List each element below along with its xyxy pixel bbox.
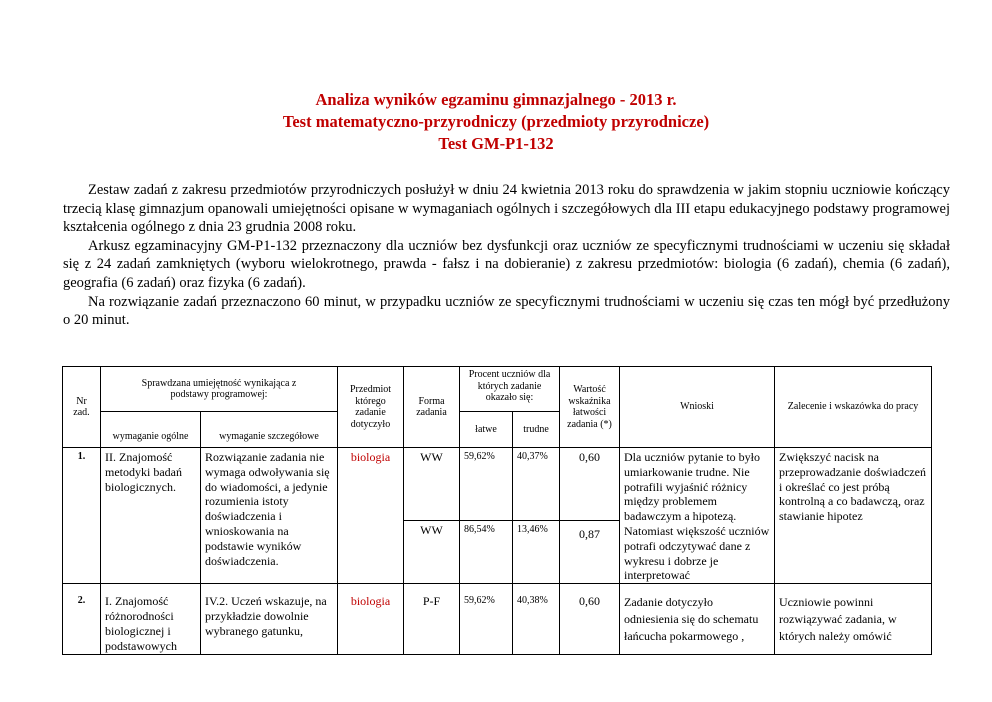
detailed-requirement: Rozwiązanie zadania nie wymaga odwoływania się do wiadomości, a jedynie rozumienia istoty doświadczenia i wnioskowania na podstawie wyników doświadczenia. (201, 448, 338, 584)
header-nr: Nr zad. (63, 367, 101, 448)
form: WW (404, 448, 460, 521)
easy-percent: 86,54% (460, 520, 513, 584)
header-req-general: wymaganie ogólne (101, 412, 201, 448)
header-conclusions: Wnioski (620, 367, 775, 448)
task-number: 1. (63, 448, 101, 584)
form: P-F (404, 592, 460, 654)
intro-paragraph-2: Arkusz egzaminacyjny GM-P1-132 przeznaczony dla uczniów bez dysfunkcji oraz uczniów ze specyficznymi trudnościami w uczeniu się składał się z 24 zadań zamkniętych (wyboru wielokrotnego, prawda - fałsz i na dobieranie) z zakresu przedmiotów: biologia (6 zadań), chemia (6 zadań), geografia (6 zadań) oraz fizyka (6 zadań). (63, 237, 950, 291)
task-number: 2. (63, 592, 101, 654)
table-row (63, 448, 932, 521)
header-recommendations: Zalecenie i wskazówka do pracy (775, 367, 932, 448)
header-skill: Sprawdzana umiejętność wynikająca z podstawy programowej: (101, 367, 338, 412)
easy-percent: 59,62% (460, 448, 513, 521)
conclusions: Dla uczniów pytanie to było umiarkowanie trudne. Nie potrafili wyjaśnić różnicy między problemem badawczym a hipotezą. Natomiast większość uczniów potrafi odczytywać dane z wykresu i dobrze je interpretować (620, 448, 775, 584)
hard-percent: 40,38% (513, 592, 560, 654)
general-requirement: II. Znajomość metodyki badań biologicznych. (101, 448, 201, 584)
header-req-detailed: wymaganie szczegółowe (201, 412, 338, 448)
row-spacer (63, 584, 932, 593)
difficulty-index: 0,87 (560, 520, 620, 584)
recommendations: Zwiększyć nacisk na przeprowadzanie doświadczeń i określać co jest próbą kontrolną a co badawczą, oraz stawianie hipotez (775, 448, 932, 584)
difficulty-index: 0,60 (560, 592, 620, 654)
results-table (62, 366, 932, 655)
header-hard: trudne (513, 412, 560, 448)
subject: biologia (338, 448, 404, 584)
intro-text (63, 181, 950, 330)
hard-percent: 40,37% (513, 448, 560, 521)
conclusions: Zadanie dotyczyło odniesienia się do schematu łańcucha pokarmowego , (620, 592, 775, 654)
header-subject: Przedmiot którego zadanie dotyczyło (338, 367, 404, 448)
header-percent: Procent uczniów dla których zadanie okazało się: (460, 367, 560, 412)
page-title (0, 89, 992, 155)
subject: biologia (338, 592, 404, 654)
general-requirement: I. Znajomość różnorodności biologicznej i podstawowych (101, 592, 201, 654)
recommendations: Uczniowie powinni rozwiązywać zadania, w których należy omówić (775, 592, 932, 654)
title-line-1: Analiza wyników egzaminu gimnazjalnego - 2013 r. (315, 90, 677, 109)
header-index: Wartość wskaźnika łatwości zadania (*) (560, 367, 620, 448)
difficulty-index: 0,60 (560, 448, 620, 521)
title-line-2: Test matematyczno-przyrodniczy (przedmioty przyrodnicze) (282, 112, 710, 131)
intro-paragraph-1: Zestaw zadań z zakresu przedmiotów przyrodniczych posłużył w dniu 24 kwietnia 2013 roku do sprawdzenia w jakim stopniu uczniowie kończący trzecią klasę gimnazjum opanowali umiejętności opisane w wymaganiach ogólnych i szczegółowych dla III etapu edukacyjnego podstawy programowej kształcenia ogólnego z dnia 23 grudnia 2008 roku. (63, 182, 950, 236)
header-easy: łatwe (460, 412, 513, 448)
hard-percent: 13,46% (513, 520, 560, 584)
easy-percent: 59,62% (460, 592, 513, 654)
detailed-requirement: IV.2. Uczeń wskazuje, na przykładzie dowolnie wybranego gatunku, (201, 592, 338, 654)
form: WW (404, 520, 460, 584)
table-row (63, 592, 932, 654)
intro-paragraph-3: Na rozwiązanie zadań przeznaczono 60 minut, w przypadku uczniów ze specyficznymi trudnościami w uczeniu się czas ten mógł być przedłużony o 20 minut. (63, 293, 950, 329)
title-line-3: Test GM-P1-132 (438, 134, 554, 153)
header-form: Forma zadania (404, 367, 460, 448)
